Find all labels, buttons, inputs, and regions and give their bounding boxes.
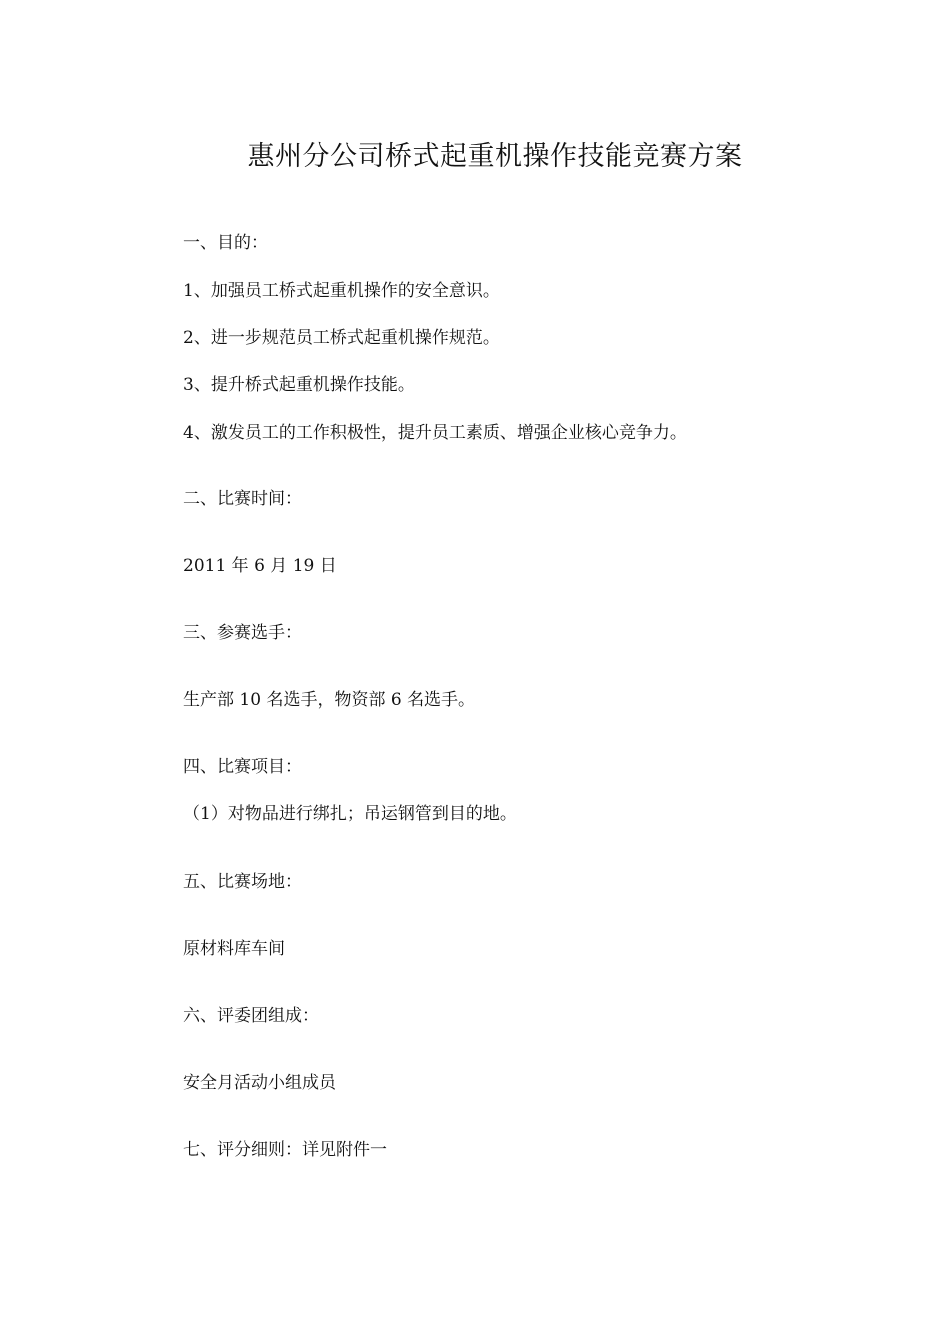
purpose-item-2: 2、进一步规范员工桥式起重机操作规范。	[183, 328, 500, 348]
events-text: （1）对物品进行绑扎；吊运钢管到目的地。	[183, 804, 517, 824]
document-title: 惠州分公司桥式起重机操作技能竞赛方案	[247, 141, 743, 172]
competition-date: 2011 年 6 月 19 日	[183, 556, 337, 576]
section-heading-events: 四、比赛项目：	[183, 757, 302, 777]
section-heading-venue: 五、比赛场地：	[183, 872, 302, 892]
venue-text: 原材料库车间	[183, 939, 285, 959]
section-heading-judges: 六、评委团组成：	[183, 1006, 319, 1026]
section-heading-time: 二、比赛时间：	[183, 489, 302, 509]
purpose-item-3: 3、提升桥式起重机操作技能。	[183, 375, 415, 395]
purpose-item-4: 4、激发员工的工作积极性，提升员工素质、增强企业核心竞争力。	[183, 423, 687, 443]
section-heading-purpose: 一、目的：	[183, 233, 268, 253]
purpose-item-1: 1、加强员工桥式起重机操作的安全意识。	[183, 281, 500, 301]
judges-text: 安全月活动小组成员	[183, 1073, 336, 1093]
players-text: 生产部 10 名选手，物资部 6 名选手。	[183, 690, 476, 710]
section-scoring: 七、评分细则：详见附件一	[183, 1140, 387, 1160]
section-heading-players: 三、参赛选手：	[183, 623, 302, 643]
